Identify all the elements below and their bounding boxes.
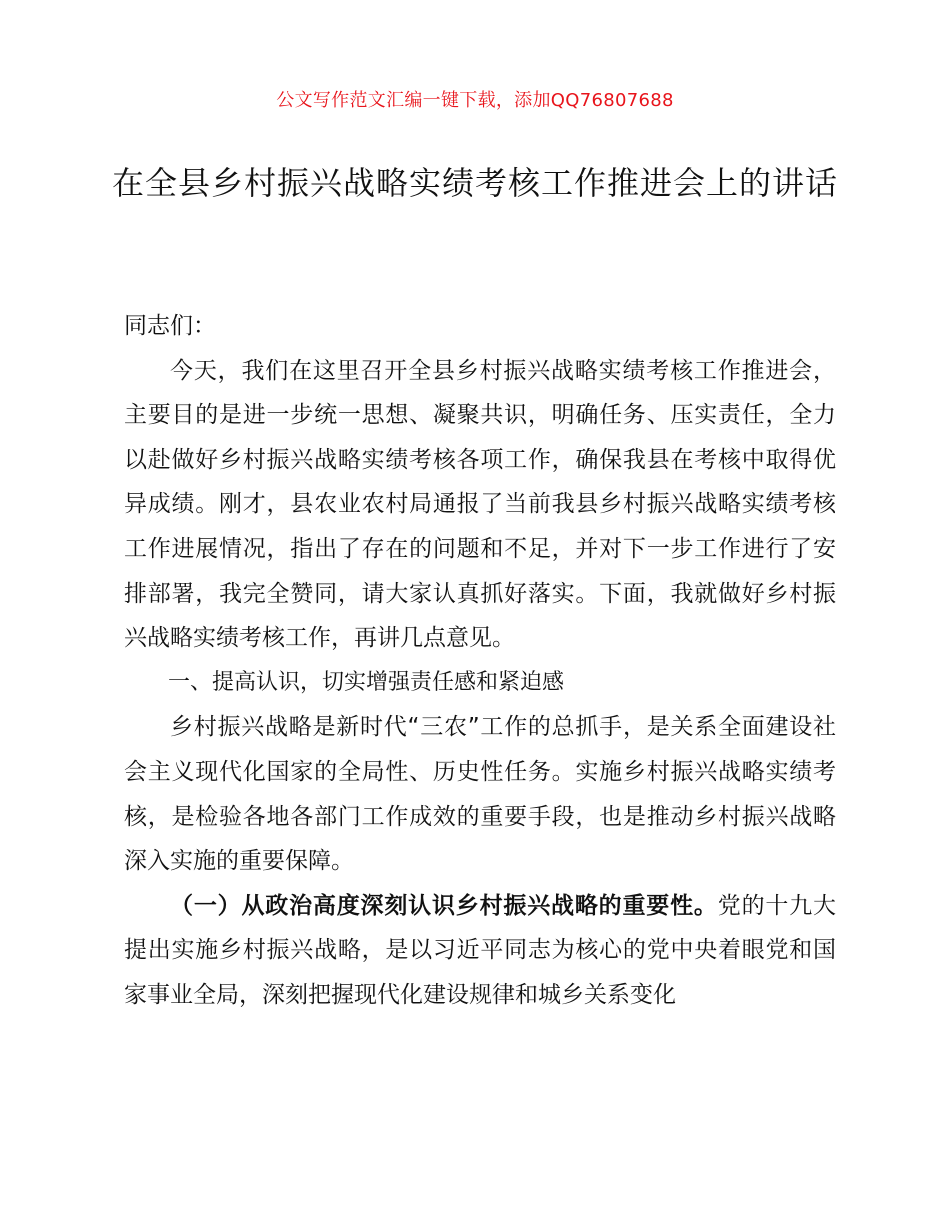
subsection-one-paragraph — [124, 884, 836, 1018]
subsection-one-lead: （一）从政治高度深刻认识乡村振兴战略的重要性。 — [170, 892, 718, 919]
intro-paragraph: 今天，我们在这里召开全县乡村振兴战略实绩考核工作推进会，主要目的是进一步统一思想、凝聚共识，明确任务、压实责任，全力以赴做好乡村振兴战略实绩考核各项工作，确保我县在考核中取得优异成绩。刚才，县农业农村局通报了当前我县乡村振兴战略实绩考核工作进展情况，指出了存在的问题和不足，并对下一步工作进行了安排部署，我完全赞同，请大家认真抓好落实。下面，我就做好乡村振兴战略实绩考核工作，再讲几点意见。 — [124, 357, 836, 652]
salutation: 同志们： — [124, 313, 216, 339]
section-one-heading: 一、提高认识，切实增强责任感和紧迫感 — [168, 669, 565, 695]
document-body — [124, 304, 836, 1018]
header-note: 公文写作范文汇编一键下载，添加QQ76807688 — [276, 90, 674, 111]
subsection-one-body: 党的十九大提出实施乡村振兴战略，是以习近平同志为核心的党中央着眼党和国家事业全局，深刻把握现代化建设规律和城乡关系变化 — [124, 892, 837, 1008]
document-title: 在全县乡村振兴战略实绩考核工作推进会上的讲话 — [111, 164, 838, 202]
section-one-paragraph: 乡村振兴战略是新时代“三农”工作的总抓手，是关系全面建设社会主义现代化国家的全局性、历史性任务。实施乡村振兴战略实绩考核，是检验各地各部门工作成效的重要手段，也是推动乡村振兴战略深入实施的重要保障。 — [124, 714, 836, 875]
